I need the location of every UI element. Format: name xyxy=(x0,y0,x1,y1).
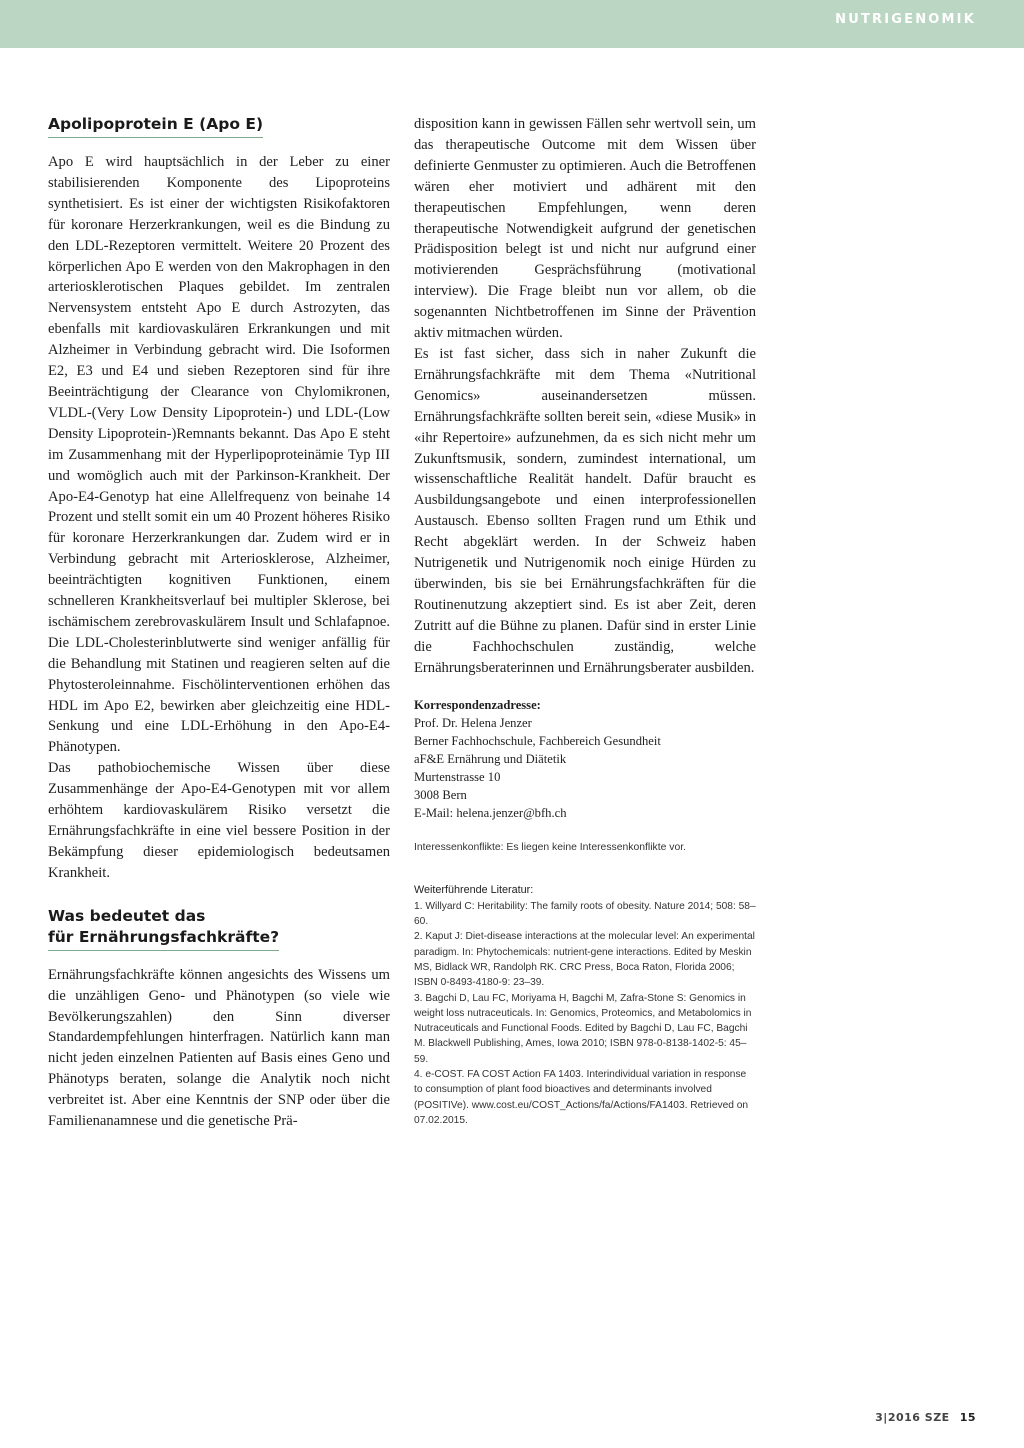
correspondence-name: Prof. Dr. Helena Jenzer xyxy=(414,716,532,731)
heading-ernaehrungsfachkraefte xyxy=(48,906,390,951)
heading-line-2: für Ernährungsfachkräfte? xyxy=(48,927,279,951)
references-title: Weiterführende Literatur: xyxy=(414,884,534,897)
section-label: NUTRIGENOMIK xyxy=(835,12,976,27)
paragraph-apoe-1: Apo E wird hauptsächlich in der Leber zu einer stabilisierenden Komponente des Lipoproteins synthetisiert. Es ist einer der wichtigsten Risikofaktoren für koronare Herzerkrankungen, weil es die Bindung zu den LDL-Rezeptoren vermittelt. Weitere 20 Prozent des körperlichen Apo E werden von den Makrophagen in den arteriosklerotischen Plaques gebildet. Im zentralen Nervensystem entsteht Apo E durch Astrozyten, das ebenfalls mit kardiovaskulären Erkrankungen und mit Alzheimer in Verbindung gebracht wird. Die Isoformen E2, E3 und E4 und sieben Rezeptoren sind für ihre Beeinträchtigung der Clearance von Chylomikronen, VLDL-(Very Low Density Lipoprotein-) und LDL-(Low Density Lipoprotein-)Remnants bekannt. Das Apo E steht im Zusammenhang mit der Hyperlipoproteinämie Typ III und womöglich auch mit der Parkinson-Krankheit. Der Apo-E4-Genotyp hat eine Allelfrequenz von beinahe 14 Prozent und stellt somit ein um 40 Prozent höheres Risiko für koronare Herzerkrankungen dar. Zudem wird er in Verbindung gebracht mit Arteriosklerose, Alzheimer, beeinträchtigten kognitiven Funktionen, einem schnelleren Krankheitsverlauf bei multipler Sklerose, bei ischämischem zerebrovaskulärem Insult und Schlafapnoe. Die LDL-Cholesterinblutwerte sind weniger anfällig für die Behandlung mit Statinen und reagieren selten auf die Phytosteroleinnahme. Fischölinterventionen erhöhen das HDL im Apo E2, bewirken aber gleichzeitig eine HDL-Senkung und eine LDL-Erhöhung in den Apo-E4-Phänotypen. xyxy=(48,154,390,756)
header-band xyxy=(0,0,1024,48)
correspondence-city: 3008 Bern xyxy=(414,788,467,803)
correspondence-street: Murtenstrasse 10 xyxy=(414,770,501,785)
references-block xyxy=(414,883,756,1128)
page-footer xyxy=(875,1411,976,1424)
reference-item: 2. Kaput J: Diet-disease interactions at the molecular level: An experimental paradigm. In: Phytochemicals: nutrient-gene interactions. Edited by Meskin MS, Bidlack WR, Randolph RK. CRC Press, Boca Raton, Florida 2006; ISBN 0-8493-4180-9: 23–39. xyxy=(414,931,755,989)
correspondence-title: Korrespondenzadresse: xyxy=(414,698,541,713)
reference-item: 1. Willyard C: Heritability: The family roots of obesity. Nature 2014; 508: 58–60. xyxy=(414,900,756,928)
paragraph-fachkraefte-1: Ernährungsfachkräfte können angesichts des Wissens um die unzähligen Geno- und Phänotypen (so viele wie Bevölkerungszahlen) den Sinn diverser Standardempfehlungen hinterfragen. Natürlich kann man nicht jeden einzelnen Patienten auf Basis eines Geno und Phänotyps beraten, solange die Analytik noch nicht verbreitet ist. Aber eine Kenntnis der SNP oder über die Familienanamnese und die genetische Prä- xyxy=(48,966,390,1130)
correspondence-department: aF&E Ernährung und Diätetik xyxy=(414,752,567,767)
page-number: 15 xyxy=(959,1411,976,1424)
conflict-statement: Interessenkonflikte: Es liegen keine Interessenkonflikte vor. xyxy=(414,842,687,854)
correspondence-block xyxy=(414,696,756,822)
left-column xyxy=(48,114,390,1132)
heading-apolipoprotein xyxy=(48,114,390,138)
paragraph-zukunft: Es ist fast sicher, dass sich in naher Zukunft die Ernährungsfachkräfte mit dem Thema «Nutritional Genomics» auseinandersetzen müssen. Ernährungsfachkräfte sollten bereit sein, «diese Musik» in «ihr Repertoire» aufzunehmen, da es sich nicht mehr um Zukunftsmusik, sondern, zumindest international, um wissenschaftliche Realität handelt. Dafür braucht es Ausbildungsangebote und einen interprofessionellen Austausch. Ebenso sollten Fragen rund um Ethik und Recht abgeklärt werden. In der Schweiz haben Nutrigenetik und Nutrigenomik noch einige Hürden zu überwinden, bis sie bei Ernährungsfachkräften für die Routinenutzung akzeptiert sind. Es ist aber Zeit, deren Zutritt auf die Bühne zu planen. Dafür sind in erster Linie die Fachhochschulen zuständig, welche Ernährungsberaterinnen und Ernährungsberater ausbilden. xyxy=(414,345,756,676)
reference-item: 4. e-COST. FA COST Action FA 1403. Interindividual variation in response to consumption of plant food bioactives and determinants involved (POSITIVe). www.cost.eu/COST_Actions/fa/Actions/FA1403. Retrieved on 07.02.2015. xyxy=(414,1069,749,1126)
issue-label: 3|2016 SZE xyxy=(875,1411,950,1424)
paragraph-apoe-2: Das pathobiochemische Wissen über diese Zusammenhänge der Apo-E4-Genotypen mit vor allem erhöhtem kardiovaskulärem Risiko versetzt die Ernährungsfachkräfte in eine viel bessere Position in der Bekämpfung dieser epidemiologisch bedeutsamen Krankheit. xyxy=(48,760,390,881)
correspondence-email: E-Mail: helena.jenzer@bfh.ch xyxy=(414,806,567,821)
paragraph-disposition: disposition kann in gewissen Fällen sehr wertvoll sein, um das therapeutische Outcome mit dem Wissen über definierte Genmuster zu optimieren. Auch die Betroffenen wären eher motiviert und adhärent mit den therapeutischen Empfehlungen, wenn deren therapeutische Notwendigkeit aufgrund der genetischen Prädisposition belegt ist und nicht nur aufgrund einer motivierenden Gesprächsführung (motivational interview). Die Frage bleibt nun vor allem, ob die sogenannten Nichtbetroffenen im Sinne der Prävention aktiv mitmachen würden. xyxy=(414,116,756,342)
right-column xyxy=(414,114,756,1128)
heading-line-1: Was bedeutet das xyxy=(48,906,206,925)
reference-item: 3. Bagchi D, Lau FC, Moriyama H, Bagchi M, Zafra-Stone S: Genomics in weight loss nutraceuticals. In: Genomics, Proteomics, and Metabolomics in Nutraceuticals and Functional Foods. Edited by Bagchi D, Lau FC, Bagchi M. Blackwell Publishing, Ames, Iowa 2010; ISBN 978-0-8138-1402-5: 45–59. xyxy=(414,992,752,1065)
correspondence-institution: Berner Fachhochschule, Fachbereich Gesundheit xyxy=(414,734,661,749)
heading-apolipoprotein-text: Apolipoprotein E (Apo E) xyxy=(48,114,263,138)
